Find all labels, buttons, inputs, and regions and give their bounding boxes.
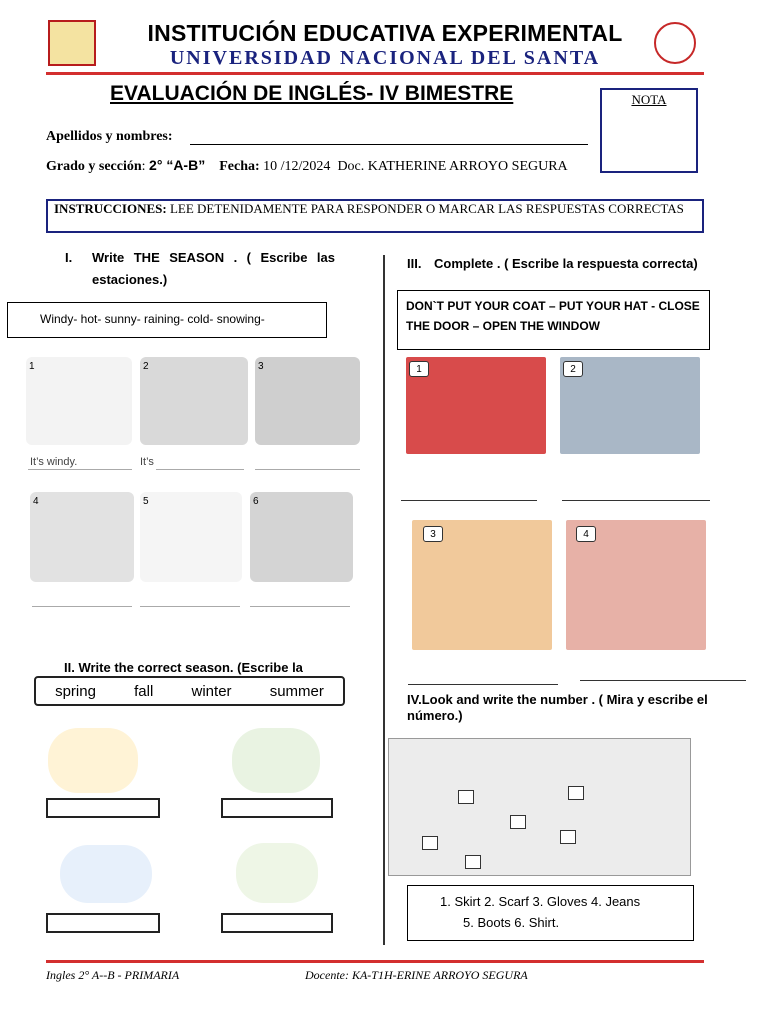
grade-label: Grado y sección [46, 159, 142, 174]
picture-fall-boy [232, 728, 320, 793]
word-spring: spring [55, 682, 96, 700]
footer-course: Ingles 2° A--B - PRIMARIA [46, 968, 180, 982]
picture-number: 3 [423, 526, 443, 542]
picture-number: 2 [143, 361, 149, 372]
teacher-name: Doc. KATHERINE ARROYO SEGURA [337, 159, 568, 174]
date-label: Fecha: [219, 159, 260, 174]
picture-number: 1 [29, 361, 35, 372]
picture-hot [30, 492, 134, 582]
number-box[interactable] [568, 786, 584, 800]
answer-line[interactable] [401, 500, 537, 501]
answer-line[interactable] [156, 469, 244, 470]
section3-number: III. [407, 256, 422, 271]
picture-summer-girl [48, 728, 138, 793]
caption-answer: It’s [140, 456, 154, 468]
word-summer: summer [269, 682, 324, 700]
instructions-text: LEE DETENIDAMENTE PARA RESPONDER O MARCAR LAS RESPUESTAS CORRECTAS [169, 201, 684, 216]
instructions-box [46, 199, 704, 233]
picture-cold [140, 357, 248, 445]
name-label: Apellidos y nombres: [46, 129, 173, 144]
section1-number: I. [65, 250, 73, 265]
section4-title: Look and write the number . ( Mira y escribe el número.) [407, 692, 708, 723]
picture-spring-girl [236, 843, 318, 903]
date-value: 10 /12/2024 [263, 159, 331, 174]
number-box[interactable] [510, 815, 526, 829]
section4-number: IV. [407, 692, 422, 707]
season-answer-box[interactable] [221, 798, 333, 818]
clothes-list-line1: 1. Skirt 2. Scarf 3. Gloves 4. Jeans [440, 894, 641, 909]
picture-people-station [388, 738, 691, 876]
picture-raining [250, 492, 353, 582]
number-box[interactable] [465, 855, 481, 869]
university-title: UNIVERSIDAD NACIONAL DEL SANTA [169, 47, 601, 69]
picture-number: 2 [563, 361, 583, 377]
picture-snowing [255, 357, 360, 445]
footer-teacher: Docente: KA-T1H-ERINE ARROYO SEGURA [305, 968, 528, 982]
season-answer-box[interactable] [46, 913, 160, 933]
number-box[interactable] [458, 790, 474, 804]
season-word-bank: Windy- hot- sunny- raining- cold- snowing- [7, 302, 327, 338]
section4-heading [407, 692, 725, 724]
picture-number: 5 [143, 496, 149, 507]
caption-windy: It’s windy. [30, 456, 78, 468]
column-divider [383, 255, 385, 945]
season-answer-box[interactable] [46, 798, 160, 818]
word-fall: fall [134, 682, 154, 700]
answer-line[interactable] [140, 606, 240, 607]
answer-line[interactable] [255, 469, 360, 470]
nota-label: NOTA [631, 92, 667, 107]
answer-line[interactable] [28, 469, 132, 470]
phrase-word-bank: DON`T PUT YOUR COAT – PUT YOUR HAT - CLOSE THE DOOR – OPEN THE WINDOW [397, 290, 710, 350]
school-logo [48, 20, 96, 66]
grade-value: 2° “A-B” [149, 157, 206, 173]
answer-line[interactable] [562, 500, 710, 501]
header-divider [46, 72, 704, 75]
section3-title: Complete . ( Escribe la respuesta correcta) [434, 256, 698, 271]
number-box[interactable] [422, 836, 438, 850]
instructions-label: INSTRUCCIONES: [54, 201, 167, 216]
footer-divider [46, 960, 704, 963]
picture-number: 4 [33, 496, 39, 507]
picture-windy [26, 357, 132, 445]
section1-title: Write THE SEASON . ( Escribe las estaciones.) [92, 250, 335, 287]
clothes-list-box [407, 885, 694, 941]
picture-winter-kids [60, 845, 152, 903]
picture-number: 3 [258, 361, 264, 372]
exam-title: EVALUACIÓN DE INGLÉS- IV BIMESTRE [110, 82, 514, 105]
season-words-box [34, 676, 345, 706]
answer-line[interactable] [408, 684, 558, 685]
answer-line[interactable] [580, 680, 746, 681]
picture-sunny [140, 492, 242, 582]
picture-number: 1 [409, 361, 429, 377]
picture-number: 4 [576, 526, 596, 542]
answer-line[interactable] [32, 606, 132, 607]
institution-title: INSTITUCIÓN EDUCATIVA EXPERIMENTAL [147, 20, 623, 46]
name-line [190, 144, 588, 145]
season-answer-box[interactable] [221, 913, 333, 933]
picture-number: 6 [253, 496, 259, 507]
university-seal [654, 22, 696, 64]
grade-row: Grado y sección: 2° “A-B” Fecha: 10 /12/2024 Doc. KATHERINE ARROYO SEGURA [46, 157, 568, 174]
name-field[interactable] [46, 129, 173, 145]
clothes-list-line2: 5. Boots 6. Shirt. [463, 915, 560, 930]
answer-line[interactable] [250, 606, 350, 607]
grade-box [600, 88, 698, 173]
number-box[interactable] [560, 830, 576, 844]
section2-title: II. Write the correct season. (Escribe la [64, 660, 303, 675]
word-winter: winter [191, 682, 232, 700]
